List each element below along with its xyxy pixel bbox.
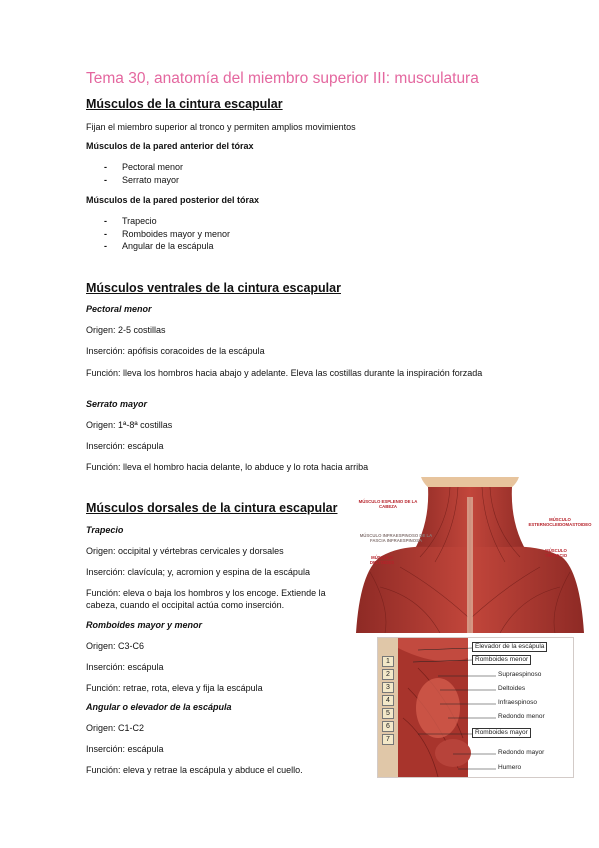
label-esternocleidomastoideo: MÚSCULO ESTERNOCLEIDOMASTOIDEO bbox=[528, 517, 592, 527]
muscle-name-trapecio: Trapecio bbox=[86, 525, 124, 535]
label-deltoides: MÚSCULO DELTOIDES bbox=[369, 555, 395, 565]
vertebra-number: 2 bbox=[382, 669, 394, 680]
list-item: - Trapecio bbox=[86, 215, 230, 228]
posterior-list bbox=[86, 215, 230, 253]
trapecio-insercion: Inserción: clavícula; y, acromion y espina de la escápula bbox=[86, 567, 310, 577]
label-supraespinoso: Supraespinoso bbox=[498, 671, 542, 678]
vertebra-number: 5 bbox=[382, 708, 394, 719]
label-trapecio: MÚSCULO TRAPECIO bbox=[544, 548, 568, 558]
label-fascia: MÚSCULO INFRAESPINOSO DE LA FASCIA INFRAESPINOSA bbox=[359, 533, 433, 543]
angular-funcion: Función: eleva y retrae la escápula y abduce el cuello. bbox=[86, 765, 303, 775]
section-heading-ventrales: Músculos ventrales de la cintura escapular bbox=[86, 281, 341, 295]
romboides-insercion: Inserción: escápula bbox=[86, 662, 164, 672]
label-elevador: Elevador de la escápula bbox=[472, 642, 547, 652]
label-humero: Humero bbox=[498, 764, 522, 771]
neck-muscles-illustration bbox=[340, 477, 598, 633]
vertebra-number: 4 bbox=[382, 695, 394, 706]
posterior-heading: Músculos de la pared posterior del tórax bbox=[86, 195, 260, 205]
serrato-insercion: Inserción: escápula bbox=[86, 441, 164, 451]
page-title: Tema 30, anatomía del miembro superior III: musculatura bbox=[86, 70, 479, 87]
vertebra-number: 6 bbox=[382, 721, 394, 732]
anterior-list bbox=[86, 161, 183, 186]
section-heading-dorsales: Músculos dorsales de la cintura escapular bbox=[86, 501, 338, 515]
label-infraespinoso: Infraespinoso bbox=[498, 699, 538, 706]
muscle-name-serrato: Serrato mayor bbox=[86, 399, 148, 409]
muscle-name-angular: Angular o elevador de la escápula bbox=[86, 702, 232, 712]
list-item: - Angular de la escápula bbox=[86, 240, 230, 253]
list-item: - Romboides mayor y menor bbox=[86, 228, 230, 241]
pectoral-origen: Origen: 2-5 costillas bbox=[86, 325, 166, 335]
label-romboides-menor: Romboides menor bbox=[472, 655, 531, 665]
label-esplenio: MÚSCULO ESPLENIO DE LA CABEZA bbox=[358, 499, 418, 509]
serrato-origen: Origen: 1ª-8ª costillas bbox=[86, 420, 173, 430]
angular-insercion: Inserción: escápula bbox=[86, 744, 164, 754]
trapecio-funcion: Función: eleva o baja los hombros y los encoge. Extiende la cabeza, cuando el occipital actúa como inserción. bbox=[86, 588, 326, 610]
romboides-origen: Origen: C3-C6 bbox=[86, 641, 145, 651]
list-item: - Pectoral menor bbox=[86, 161, 183, 174]
list-item: - Serrato mayor bbox=[86, 174, 183, 187]
label-redondo-menor: Redondo menor bbox=[498, 713, 545, 720]
anterior-heading: Músculos de la pared anterior del tórax bbox=[86, 141, 254, 151]
vertebra-number: 3 bbox=[382, 682, 394, 693]
angular-origen: Origen: C1-C2 bbox=[86, 723, 145, 733]
label-deltoides-2: Deltoides bbox=[498, 685, 526, 692]
serrato-funcion: Función: lleva el hombro hacia delante, lo abduce y lo rota hacia arriba bbox=[86, 462, 369, 472]
intro-text: Fijan el miembro superior al tronco y permiten amplios movimientos bbox=[86, 122, 356, 132]
vertebra-number: 7 bbox=[382, 734, 394, 745]
pectoral-insercion: Inserción: apófisis coracoides de la escápula bbox=[86, 346, 265, 356]
vertebra-number: 1 bbox=[382, 656, 394, 667]
romboides-funcion: Función: retrae, rota, eleva y fija la escápula bbox=[86, 683, 263, 693]
label-redondo-mayor: Redondo mayor bbox=[498, 749, 545, 756]
pectoral-funcion: Función: lleva los hombros hacia abajo y adelante. Eleva las costillas durante la inspiración forzada bbox=[86, 368, 483, 378]
trapecio-origen: Origen: occipital y vértebras cervicales y dorsales bbox=[86, 546, 284, 556]
muscle-name-pectoral: Pectoral menor bbox=[86, 304, 152, 314]
section-heading-cintura: Músculos de la cintura escapular bbox=[86, 97, 283, 111]
label-romboides-mayor: Romboides mayor bbox=[472, 728, 531, 738]
shoulder-muscles-illustration bbox=[377, 637, 574, 778]
muscle-name-romboides: Romboides mayor y menor bbox=[86, 620, 203, 630]
